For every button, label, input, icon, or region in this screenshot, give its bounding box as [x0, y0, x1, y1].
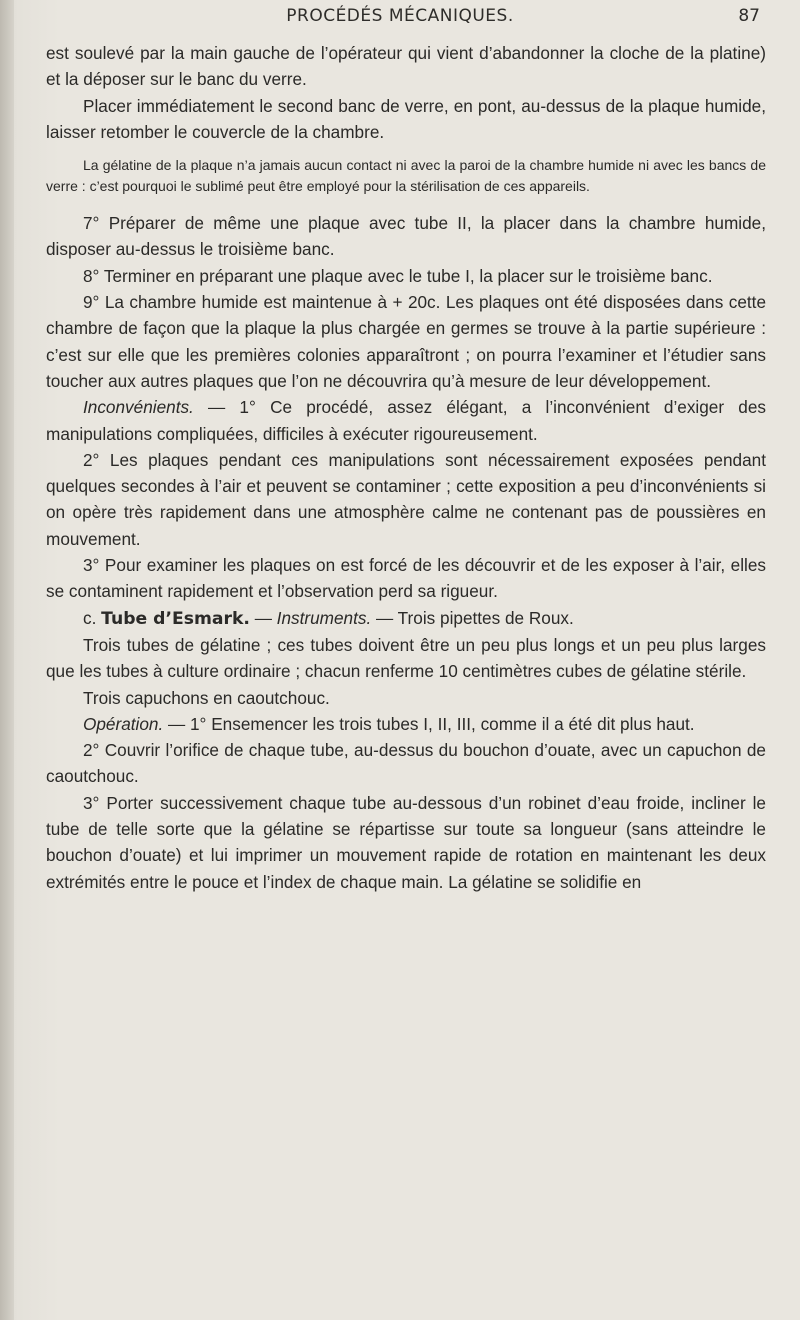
- section-label: Opération.: [83, 713, 164, 734]
- paragraph: Trois capuchons en caoutchouc.: [83, 687, 330, 708]
- paragraph: 9° La chambre humide est maintenue à + 20c. Les plaques ont été disposées dans cette chambre de façon que la plaque la plus chargée en germes se trouve à la partie supérieure : c’est sur elle que les premières colonies apparaîtront ; on pourra l’examiner et l’étudier sans toucher aux autres plaques que l’on ne découvrira qu’à mesure de leur développement.: [46, 292, 766, 391]
- paragraph-text: — 1° Ensemencer les trois tubes I, II, III, comme il a été dit plus haut.: [163, 713, 695, 734]
- section-prefix: c.: [83, 607, 102, 628]
- paragraph: est soulevé par la main gauche de l’opérateur qui vient d’abandonner la cloche de la platine) et la déposer sur le banc du verre.: [46, 43, 766, 90]
- section-title: Tube d’Esmark.: [101, 608, 250, 629]
- page-header: [0, 6, 800, 36]
- paragraph: [46, 605, 766, 632]
- paragraph: Trois tubes de gélatine ; ces tubes doivent être un peu plus longs et un peu plus larges que les tubes à culture ordinaire ; chacun renferme 10 centimètres cubes de gélatine stérile.: [46, 634, 766, 682]
- paragraph: [46, 711, 766, 737]
- section-label: Instruments.: [276, 607, 372, 628]
- paragraph: [46, 394, 766, 447]
- page-number: 87: [738, 6, 760, 26]
- footnote-remark: La gélatine de la plaque n’a jamais aucun contact ni avec la paroi de la chambre humide ni avec les bancs de verre : c’est pourquoi le sublimé peut être employé pour la stérilisation de ces appareils.: [46, 157, 766, 194]
- paragraph: 7° Préparer de même une plaque avec tube II, la placer dans la chambre humide, disposer au-dessus le troisième banc.: [46, 213, 766, 260]
- paragraph: 8° Terminer en préparant une plaque avec le tube I, la placer sur le troisième banc.: [83, 265, 713, 286]
- paragraph: Placer immédiatement le second banc de verre, en pont, au-dessus de la plaque humide, laisser retomber le couvercle de la chambre.: [46, 95, 766, 142]
- page-body: [46, 40, 766, 895]
- paragraph: 3° Porter successivement chaque tube au-dessous d’un robinet d’eau froide, incliner le tube de telle sorte que la gélatine se répartisse sur toute sa longueur (sans atteindre le bouchon d’ouate) et lui imprimer un mouvement rapide de rotation en maintenant les deux extrémités entre le pouce et l’index de chaque main. La gélatine se solidifie en: [46, 792, 766, 892]
- paragraph-text: — 1° Ce procédé, assez élégant, a l’inconvénient d’exiger des manipulations compliquées, difficiles à exécuter rigoureusement.: [46, 397, 766, 444]
- running-title: PROCÉDÉS MÉCANIQUES.: [286, 6, 514, 26]
- section-dash: —: [249, 607, 277, 628]
- paragraph: 2° Les plaques pendant ces manipulations sont nécessairement exposées pendant quelques secondes à l’air et peuvent se contaminer ; cette exposition a peu d’inconvénients si on opère très rapidement dans une atmosphère calme ne contenant pas de poussières en mouvement.: [46, 449, 766, 549]
- page-spine-shadow: [0, 0, 14, 1320]
- paragraph-text: — Trois pipettes de Roux.: [371, 607, 574, 628]
- paragraph: 3° Pour examiner les plaques on est forcé de les découvrir et de les exposer à l’air, elles se contaminent rapidement et l’observation perd sa rigueur.: [46, 555, 766, 602]
- paragraph: 2° Couvrir l’orifice de chaque tube, au-dessus du bouchon d’ouate, avec un capuchon de caoutchouc.: [46, 740, 766, 787]
- section-label: Inconvénients.: [83, 397, 194, 418]
